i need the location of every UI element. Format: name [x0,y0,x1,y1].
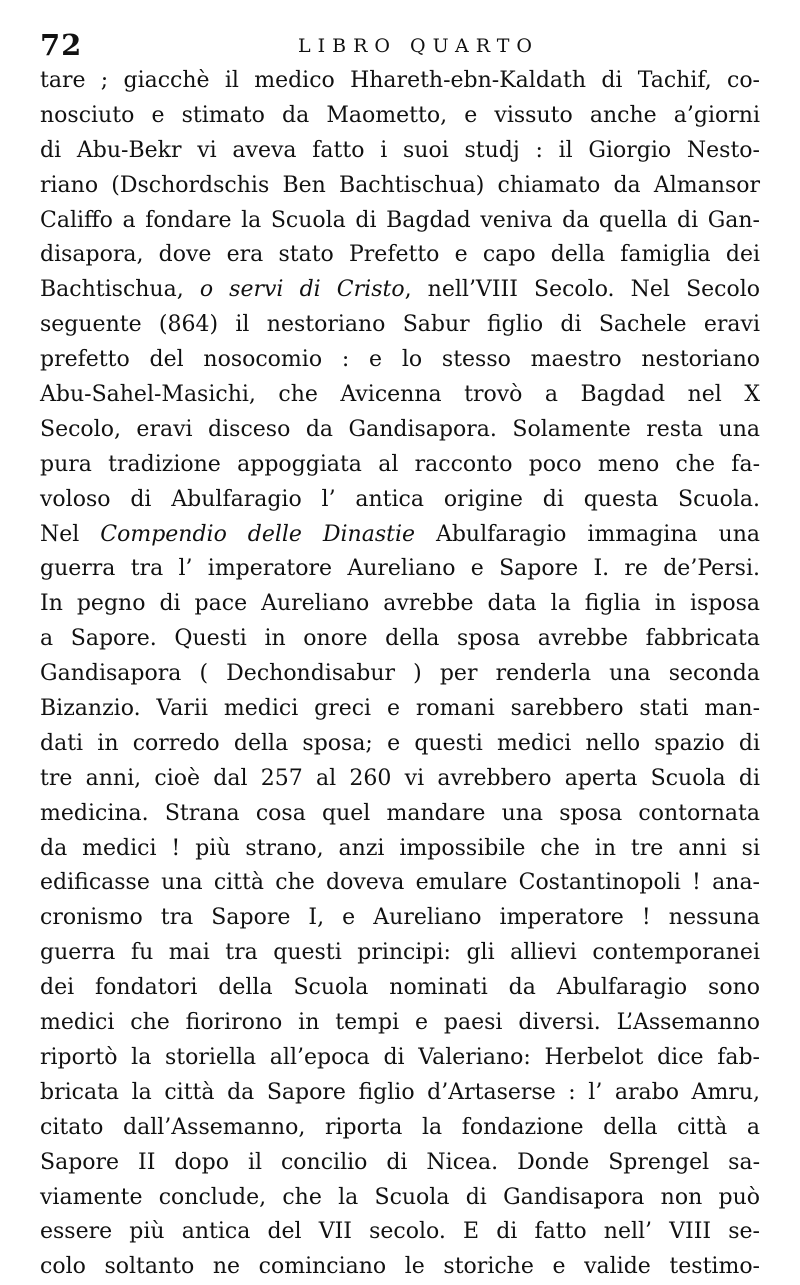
text-line: Abu-Sahel-Masichi, che Avicenna trovò a Bagdad nel X [40,382,760,408]
page-number: 72 [40,28,83,62]
text-line: medicina. Strana cosa quel mandare una sposa contornata [40,800,760,826]
text-line: nosciuto e stimato da Maometto, e vissuto anche a’giorni [40,102,760,128]
text-line: riportò la storiella all’epoca di Valeriano: Herbelot dice fab- [40,1044,760,1070]
text-line: medici che fiorirono in tempi e paesi diversi. L’Assemanno [40,1010,760,1036]
text-line: cronismo tra Sapore I, e Aureliano imperatore ! nessuna [40,905,760,931]
text-line: di Abu-Bekr vi aveva fatto i suoi studj : il Giorgio Nesto- [40,137,760,163]
text-line: guerra fu mai tra questi principi: gli allievi contemporanei [40,940,760,966]
text-line [40,518,760,553]
text-line: a Sapore. Questi in onore della sposa avrebbe fabbricata [40,626,760,652]
text-line: voloso di Abulfaragio l’ antica origine di questa Scuola. [40,486,760,512]
text-line: guerra tra l’ imperatore Aureliano e Sapore I. re de’Persi. [40,556,760,582]
text-line: dati in corredo della sposa; e questi medici nello spazio di [40,730,760,756]
text-line: disapora, dove era stato Prefetto e capo della famiglia dei [40,242,760,268]
text-line: tre anni, cioè dal 257 al 260 vi avrebbero aperta Scuola di [40,765,760,791]
text-line: Califfo a fondare la Scuola di Bagdad veniva da quella di Gan- [40,207,760,233]
text-line: pura tradizione appoggiata al racconto poco meno che fa- [40,451,760,477]
page-header [40,28,760,68]
text-line [40,273,760,308]
text-line: citato dall’Assemanno, riporta la fondazione della città a [40,1114,760,1140]
text-run: , nell’VIII Secolo. Nel Secolo [404,277,761,303]
text-line: essere più antica del VII secolo. E di fatto nell’ VIII se- [40,1219,760,1245]
text-line: tare ; giacchè il medico Hhareth-ebn-Kaldath di Tachif, co- [40,68,760,93]
italic-title: o servi di Cristo [199,277,405,303]
text-line: riano (Dschordschis Ben Bachtischua) chiamato da Almansor [40,172,760,198]
text-line: dei fondatori della Scuola nominati da Abulfaragio sono [40,975,760,1001]
body-text [40,64,760,1285]
text-run: Nel [40,521,101,547]
text-line: da medici ! più strano, anzi impossibile che in tre anni si [40,835,760,861]
text-line: colo soltanto ne cominciano le storiche e valide testimo- [40,1254,760,1280]
text-line: Gandisapora ( Dechondisabur ) per renderla una seconda [40,661,760,687]
running-head: LIBRO QUARTO [298,35,539,57]
text-line: Secolo, eravi disceso da Gandisapora. Solamente resta una [40,416,760,442]
text-line: edificasse una città che doveva emulare Costantinopoli ! ana- [40,870,760,896]
text-line: In pegno di pace Aureliano avrebbe data la figlia in isposa [40,591,760,617]
text-run: Bachtischua, [40,277,200,303]
text-line: prefetto del nosocomio : e lo stesso maestro nestoriano [40,347,760,373]
text-line: seguente (864) il nestoriano Sabur figlio di Sachele eravi [40,312,760,338]
text-line: bricata la città da Sapore figlio d’Artaserse : l’ arabo Amru, [40,1079,760,1105]
text-line: Sapore II dopo il concilio di Nicea. Donde Sprengel sa- [40,1149,760,1175]
text-line: Bizanzio. Varii medici greci e romani sarebbero stati man- [40,696,760,722]
text-line: viamente conclude, che la Scuola di Gandisapora non può [40,1184,760,1210]
italic-title: Compendio delle Dinastie [100,521,416,547]
text-run: Abulfaragio immagina una [415,521,760,547]
